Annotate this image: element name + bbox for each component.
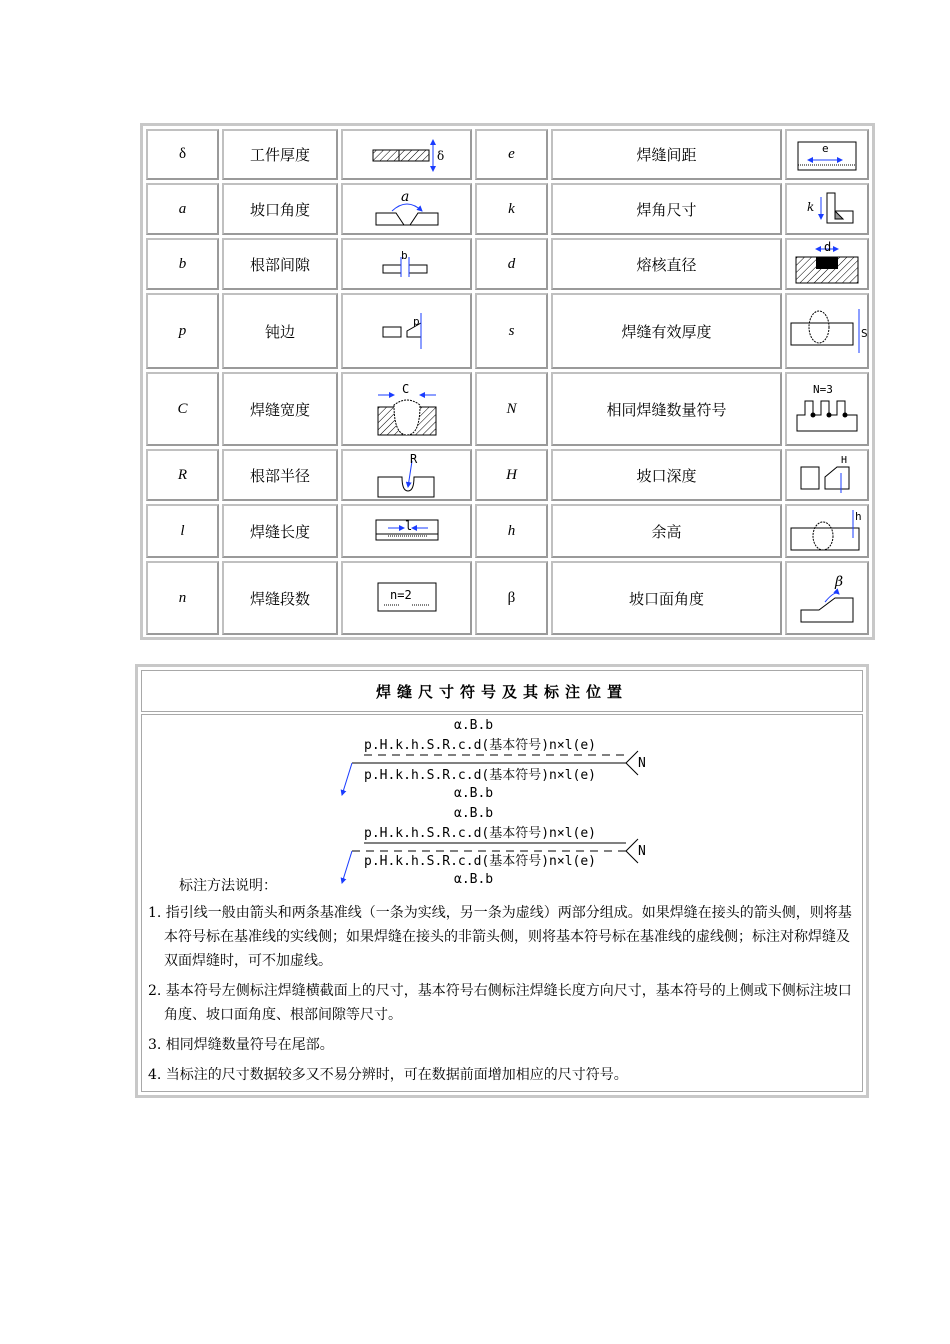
note-title: 标注方法说明： <box>179 878 277 894</box>
fig-label: β <box>835 574 844 590</box>
symbol-cell: R <box>146 449 219 501</box>
symbol-cell: H <box>475 449 548 501</box>
name-cell: 焊缝宽度 <box>222 372 338 446</box>
weld-annotation-section <box>135 664 869 1098</box>
name-cell: 坡口角度 <box>222 183 338 235</box>
fig-label: b <box>400 249 408 262</box>
note-item: 3. 相同焊缝数量符号在尾部。 <box>148 1037 334 1053</box>
fig-label: S <box>861 327 868 340</box>
root-radius-figure <box>341 449 472 501</box>
name-cell: 坡口深度 <box>551 449 782 501</box>
diagram-mid-line: p.H.k.h.S.R.c.d(基本符号)n×l(e) <box>364 854 597 869</box>
fig-label: n=2 <box>389 588 412 602</box>
diagram-top-line: α.B.b <box>454 718 494 733</box>
symbol-cell: C <box>146 372 219 446</box>
name-cell: 焊缝段数 <box>222 561 338 635</box>
table-row <box>146 238 869 290</box>
weld-dimension-symbol-table <box>140 123 875 640</box>
table-row <box>146 129 869 180</box>
fig-label: C <box>401 382 409 396</box>
segment-count-figure <box>341 561 472 635</box>
weld-length-figure <box>341 504 472 558</box>
section-title: 焊缝尺寸符号及其标注位置 <box>141 670 863 712</box>
name-cell: 钝边 <box>222 293 338 369</box>
note-item: 2. 基本符号左侧标注焊缝横截面上的尺寸，基本符号右侧标注焊缝长度方向尺寸，基本符号的上侧或下侧标注坡口角度、坡口面角度、根部间隙等尺寸。 <box>148 983 852 1023</box>
symbol-cell: a <box>146 183 219 235</box>
notes-list <box>148 901 854 1093</box>
diagram-top-line: α.B.b <box>454 806 494 821</box>
fig-label: d <box>824 240 832 254</box>
diagram-mid-line: p.H.k.h.S.R.c.d(基本符号)n×l(e) <box>364 738 597 753</box>
diagram-mid-line: p.H.k.h.S.R.c.d(基本符号)n×l(e) <box>364 826 597 841</box>
groove-depth-figure <box>785 449 869 501</box>
table-row <box>146 183 869 235</box>
fig-label: a <box>400 189 409 205</box>
quantity-figure <box>785 372 869 446</box>
diagram-mid-line: p.H.k.h.S.R.c.d(基本符号)n×l(e) <box>364 768 597 783</box>
name-cell: 根部半径 <box>222 449 338 501</box>
symbol-cell: k <box>475 183 548 235</box>
name-cell: 焊角尺寸 <box>551 183 782 235</box>
name-cell: 焊缝间距 <box>551 129 782 180</box>
fillet-leg-figure <box>785 183 869 235</box>
symbol-cell: l <box>146 504 219 558</box>
fig-label: e <box>822 141 829 155</box>
symbol-cell: s <box>475 293 548 369</box>
diagram-tail-label: N <box>638 756 646 771</box>
table-row <box>146 293 869 369</box>
name-cell: 焊缝有效厚度 <box>551 293 782 369</box>
note-item: 1. 指引线一般由箭头和两条基准线（一条为实线，另一条为虚线）两部分组成。如果焊缝在接头的箭头侧，则将基本符号标在基准线的实线侧；如果焊缝在接头的非箭头侧，则将基本符号标在基准线的虚线侧；标注对称焊缝及双面焊缝时，可不加虚线。 <box>148 905 852 969</box>
weld-width-figure <box>341 372 472 446</box>
fig-label: R <box>409 452 417 466</box>
pitch-figure <box>785 129 869 180</box>
symbol-cell: d <box>475 238 548 290</box>
root-face-figure <box>341 293 472 369</box>
name-cell: 相同焊缝数量符号 <box>551 372 782 446</box>
table-row <box>146 372 869 446</box>
name-cell: 熔核直径 <box>551 238 782 290</box>
symbol-cell: h <box>475 504 548 558</box>
symbol-cell: N <box>475 372 548 446</box>
name-cell: 坡口面角度 <box>551 561 782 635</box>
table-row <box>146 449 869 501</box>
table-row <box>146 504 869 558</box>
symbol-cell: b <box>146 238 219 290</box>
name-cell: 根部间隙 <box>222 238 338 290</box>
fig-label: H <box>841 455 848 466</box>
fig-label: N=3 <box>813 383 833 396</box>
symbol-cell: n <box>146 561 219 635</box>
thickness-figure <box>341 129 472 180</box>
section-body <box>141 714 863 1092</box>
root-gap-figure <box>341 238 472 290</box>
symbol-cell: e <box>475 129 548 180</box>
symbol-cell: p <box>146 293 219 369</box>
groove-angle-figure <box>341 183 472 235</box>
name-cell: 余高 <box>551 504 782 558</box>
name-cell: 焊缝长度 <box>222 504 338 558</box>
table-row <box>146 561 869 635</box>
symbol-cell: δ <box>146 129 219 180</box>
diagram-tail-label: N <box>638 844 646 859</box>
nugget-figure <box>785 238 869 290</box>
fig-label: p <box>412 315 420 328</box>
name-cell: 工件厚度 <box>222 129 338 180</box>
effective-thickness-figure <box>785 293 869 369</box>
note-item: 4. 当标注的尺寸数据较多又不易分辨时，可在数据前面增加相应的尺寸符号。 <box>148 1067 628 1083</box>
svg-text:δ: δ <box>436 148 444 163</box>
symbol-cell: β <box>475 561 548 635</box>
fig-label: l <box>404 519 412 533</box>
diagram-bottom-line: α.B.b <box>454 786 494 801</box>
fig-label: h <box>855 510 862 523</box>
bevel-angle-figure <box>785 561 869 635</box>
reinforcement-figure <box>785 504 869 558</box>
fig-label: k <box>807 200 815 214</box>
diagram-bottom-line: α.B.b <box>454 872 494 887</box>
